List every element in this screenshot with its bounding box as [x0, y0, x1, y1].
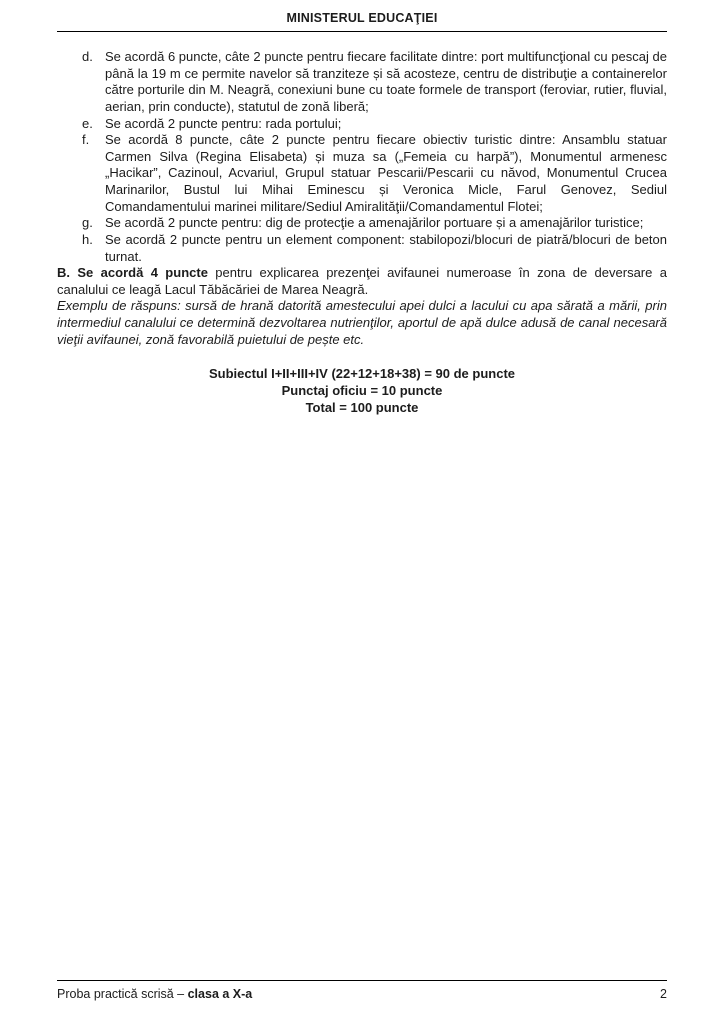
score-summary	[57, 366, 667, 416]
list-item-text: Se acordă 2 puncte pentru un element component: stabilopozi/blocuri de piatră/blocuri de beton turnat.	[105, 231, 667, 264]
document-content	[57, 49, 667, 416]
page-header	[57, 10, 667, 32]
list-item-text: Se acordă 6 puncte, câte 2 puncte pentru fiecare facilitate dintre: port multifuncţional cu pescaj de până la 19 m ce permite navelor să tranziteze și să acosteze, centru de distribuţie a containerelor către porturile din M. Neagră, conexiuni bune cu toate formele de transport (feroviar, rutier, fluvial, aerian, prin conducte), statutul de zonă liberă;	[105, 49, 667, 114]
list-item-text: Se acordă 2 puncte pentru: rada portului;	[105, 115, 342, 131]
summary-line-total: Total = 100 puncte	[305, 399, 419, 415]
rubric-list	[57, 49, 667, 265]
footer-title-bold: clasa a X-a	[187, 987, 253, 1001]
list-item-label: h.	[82, 231, 93, 247]
summary-line-office-points: Punctaj oficiu = 10 puncte	[281, 382, 443, 398]
paragraph-b-text: pentru explicarea prezenţei avifaunei numeroase în zona de deversare a canalului ce leagă Lacul Tăbăcăriei de Marea Neagră.	[57, 265, 667, 297]
summary-line-subjects: Subiectul I+II+III+IV (22+12+18+38) = 90 de puncte	[208, 366, 515, 382]
list-item-text: Se acordă 2 puncte pentru: dig de protecţie a amenajărilor portuare și a amenajărilor turistice;	[105, 215, 644, 231]
list-item-label: g.	[82, 215, 93, 231]
footer-title-regular: Proba practică scrisă –	[57, 987, 188, 1001]
list-item	[82, 215, 667, 232]
list-item-label: e.	[82, 115, 93, 131]
list-item	[82, 49, 667, 116]
paragraph-b	[57, 265, 667, 298]
list-item	[82, 116, 667, 133]
page-footer	[57, 980, 667, 1002]
list-item-label: d.	[82, 49, 93, 64]
header-title: MINISTERUL EDUCAŢIEI	[286, 11, 438, 25]
page-number: 2	[660, 987, 667, 1001]
list-item-text: Se acordă 8 puncte, câte 2 puncte pentru fiecare obiectiv turistic dintre: Ansamblu statuar Carmen Silva (Regina Elisabeta) și muza sa („Femeia cu harpă”), Monumentul armenesc „Hacikar”, Cazinoul, Acvariul, Grupul statuar Pescarii/Pescarii cu năvod, Monumentul Crucea Marinarilor, Bustul lui Mihai Eminescu și Veronica Micle, Farul Genovez, Sediul Comandamentului marinei militare/Sediul Amiralităţii/Comandamentul Flotei;	[105, 132, 667, 214]
footer-title	[57, 986, 252, 1002]
example-paragraph: Exemplu de răspuns: sursă de hrană datorită amestecului apei dulci a lacului cu apa sărată a mării, prin intermediul canalului ce determină dezvoltarea nutrienţilor, aportul de apă dulce adusă de canal necesară vieţii avifaunei, zonă favorabilă puietului de pește etc.	[57, 298, 667, 347]
list-item	[82, 232, 667, 265]
paragraph-b-bold-lead: B. Se acordă 4 puncte	[57, 265, 208, 281]
list-item	[82, 132, 667, 215]
list-item-label: f.	[82, 132, 90, 148]
